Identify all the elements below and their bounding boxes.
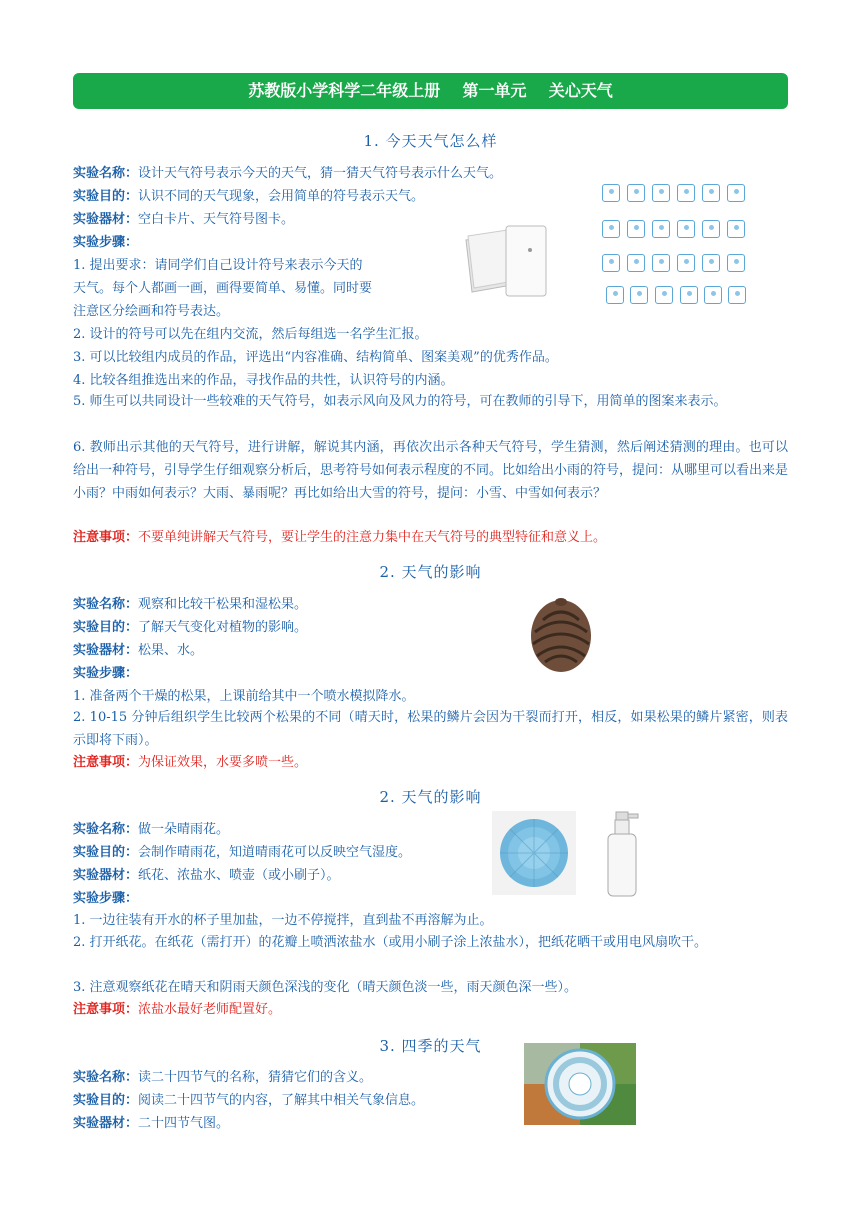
weather-icon xyxy=(702,254,720,272)
step-paragraph: 6. 教师出示其他的天气符号，进行讲解，解说其内涵，再依次出示各种天气符号，学生猜测，然后阐述猜测的理由。也可以给出一种符号，引导学生仔细观察分析后，思考符号如何表示程度的不同。比如给出小雨的符号，提问：从哪里可以看出来是小雨？中雨如何表示？大雨、暴雨呢？再比如给出大雪的符号，提问：小雪、中雪如何表示？ xyxy=(73,440,789,501)
experiment-goal xyxy=(73,1090,424,1112)
step-paragraph: 2. 10-15 分钟后组织学生比较两个松果的不同（晴天时，松果的鳞片会因为干裂而打开，相反，如果松果的鳞片紧密，则表示即将下雨）。 xyxy=(73,710,788,748)
weather-icon xyxy=(677,184,695,202)
section-title: 2. 天气的影响 xyxy=(379,788,482,806)
weather-icon xyxy=(704,286,722,304)
note-text: 不要单纯讲解天气符号，要让学生的注意力集中在天气符号的典型特征和意义上。 xyxy=(138,530,607,545)
label-materials: 实验器材： xyxy=(73,643,139,658)
label-name: 实验名称： xyxy=(73,822,139,837)
step-line: 天气。每个人都画一画，画得要简单、易懂。同时要 xyxy=(73,281,373,296)
note-line xyxy=(73,752,307,774)
experiment-steps-label xyxy=(73,663,138,685)
experiment-name xyxy=(73,163,502,185)
weather-icon xyxy=(627,184,645,202)
weather-icon xyxy=(677,254,695,272)
label-note: 注意事项： xyxy=(73,530,139,545)
section-title: 1. 今天天气怎么样 xyxy=(363,132,498,150)
experiment-materials xyxy=(73,1113,229,1135)
label-name: 实验名称： xyxy=(73,597,139,612)
weather-icon xyxy=(655,286,673,304)
experiment-materials-text: 二十四节气图。 xyxy=(138,1116,230,1131)
weather-icon xyxy=(677,220,695,238)
experiment-name xyxy=(73,1067,372,1089)
weather-icon xyxy=(627,220,645,238)
weather-icon xyxy=(727,254,745,272)
weather-icon xyxy=(652,184,670,202)
experiment-materials-text: 空白卡片、天气符号图卡。 xyxy=(138,212,295,227)
step-line: 3. 可以比较组内成员的作品，评选出“内容准确、结构简单、图案美观”的优秀作品。 xyxy=(73,350,558,365)
experiment-goal-text: 了解天气变化对植物的影响。 xyxy=(138,620,308,635)
label-materials: 实验器材： xyxy=(73,212,139,227)
label-steps: 实验步骤： xyxy=(73,235,139,250)
experiment-materials xyxy=(73,209,294,231)
weather-icon xyxy=(728,286,746,304)
experiment-materials-text: 纸花、浓盐水、喷壶（或小刷子）。 xyxy=(138,868,340,883)
sun-icon xyxy=(602,184,620,202)
weather-icon xyxy=(727,184,745,202)
experiment-goal-text: 会制作晴雨花，知道晴雨花可以反映空气湿度。 xyxy=(138,845,412,860)
label-note: 注意事项： xyxy=(73,1002,139,1017)
weather-icon xyxy=(727,220,745,238)
label-goal: 实验目的： xyxy=(73,845,139,860)
weather-symbols-image xyxy=(600,180,750,308)
weather-icon xyxy=(702,220,720,238)
unit-banner: 苏教版小学科学二年级上册 第一单元 关心天气 xyxy=(73,73,788,109)
paper-flower-image xyxy=(492,811,576,895)
experiment-name-text: 观察和比较干松果和湿松果。 xyxy=(138,597,308,612)
weather-icon xyxy=(602,254,620,272)
note-text: 为保证效果，水要多喷一些。 xyxy=(138,755,308,770)
experiment-name xyxy=(73,819,229,841)
step-line: 3. 注意观察纸花在晴天和阴雨天颜色深浅的变化（晴天颜色淡一些，雨天颜色深一些）。 xyxy=(73,980,578,995)
step-line: 1. 提出要求：请同学们自己设计符号来表示今天的 xyxy=(73,258,363,273)
weather-icon xyxy=(627,254,645,272)
label-name: 实验名称： xyxy=(73,166,139,181)
experiment-materials-text: 松果、水。 xyxy=(138,643,204,658)
step-line: 2. 设计的符号可以先在组内交流，然后每组选一名学生汇报。 xyxy=(73,327,428,342)
label-materials: 实验器材： xyxy=(73,1116,139,1131)
section-title: 3. 四季的天气 xyxy=(379,1037,482,1055)
step-line: 注意区分绘画和符号表达。 xyxy=(73,304,230,319)
experiment-name-text: 做一朵晴雨花。 xyxy=(138,822,230,837)
experiment-steps-label xyxy=(73,232,138,254)
experiment-goal-text: 阅读二十四节气的内容，了解其中相关气象信息。 xyxy=(138,1093,425,1108)
note-line xyxy=(73,527,606,549)
experiment-materials xyxy=(73,865,340,887)
label-goal: 实验目的： xyxy=(73,189,139,204)
experiment-steps-label xyxy=(73,888,138,910)
weather-icon xyxy=(680,286,698,304)
note-text: 浓盐水最好老师配置好。 xyxy=(138,1002,282,1017)
label-goal: 实验目的： xyxy=(73,1093,139,1108)
experiment-name-text: 设计天气符号表示今天的天气，猜一猜天气符号表示什么天气。 xyxy=(138,166,503,181)
note-line xyxy=(73,999,281,1021)
section-title: 2. 天气的影响 xyxy=(379,563,482,581)
label-materials: 实验器材： xyxy=(73,868,139,883)
weather-icon xyxy=(702,184,720,202)
label-name: 实验名称： xyxy=(73,1070,139,1085)
experiment-name xyxy=(73,594,307,616)
step-line: 1. 准备两个干燥的松果，上课前给其中一个喷水模拟降水。 xyxy=(73,689,415,704)
weather-icon xyxy=(606,286,624,304)
experiment-goal xyxy=(73,617,307,639)
label-steps: 实验步骤： xyxy=(73,891,139,906)
step-line: 1. 一边往装有开水的杯子里加盐，一边不停搅拌，直到盐不再溶解为止。 xyxy=(73,913,493,928)
label-steps: 实验步骤： xyxy=(73,666,139,681)
weather-icon xyxy=(652,254,670,272)
solar-terms-wheel-image xyxy=(524,1043,636,1125)
experiment-goal-text: 认识不同的天气现象，会用简单的符号表示天气。 xyxy=(138,189,425,204)
experiment-materials xyxy=(73,640,203,662)
weather-icon xyxy=(602,220,620,238)
label-note: 注意事项： xyxy=(73,755,139,770)
step-line: 4. 比较各组推选出来的作品，寻找作品的共性，认识符号的内涵。 xyxy=(73,373,454,388)
pinecone-image xyxy=(525,592,597,676)
spray-bottle-image xyxy=(602,810,642,900)
step-paragraph: 2. 打开纸花。在纸花（需打开）的花瓣上喷洒浓盐水（或用小刷子涂上浓盐水），把纸花晒干或用电风扇吹干。 xyxy=(73,935,708,950)
experiment-name-text: 读二十四节气的名称，猜猜它们的含义。 xyxy=(138,1070,373,1085)
experiment-goal xyxy=(73,186,424,208)
step-paragraph: 5. 师生可以共同设计一些较难的天气符号，如表示风向及风力的符号，可在教师的引导下，用简单的图案来表示。 xyxy=(73,394,727,409)
blank-cards-image xyxy=(462,220,552,302)
weather-icon xyxy=(630,286,648,304)
label-goal: 实验目的： xyxy=(73,620,139,635)
experiment-goal xyxy=(73,842,411,864)
weather-icon xyxy=(652,220,670,238)
